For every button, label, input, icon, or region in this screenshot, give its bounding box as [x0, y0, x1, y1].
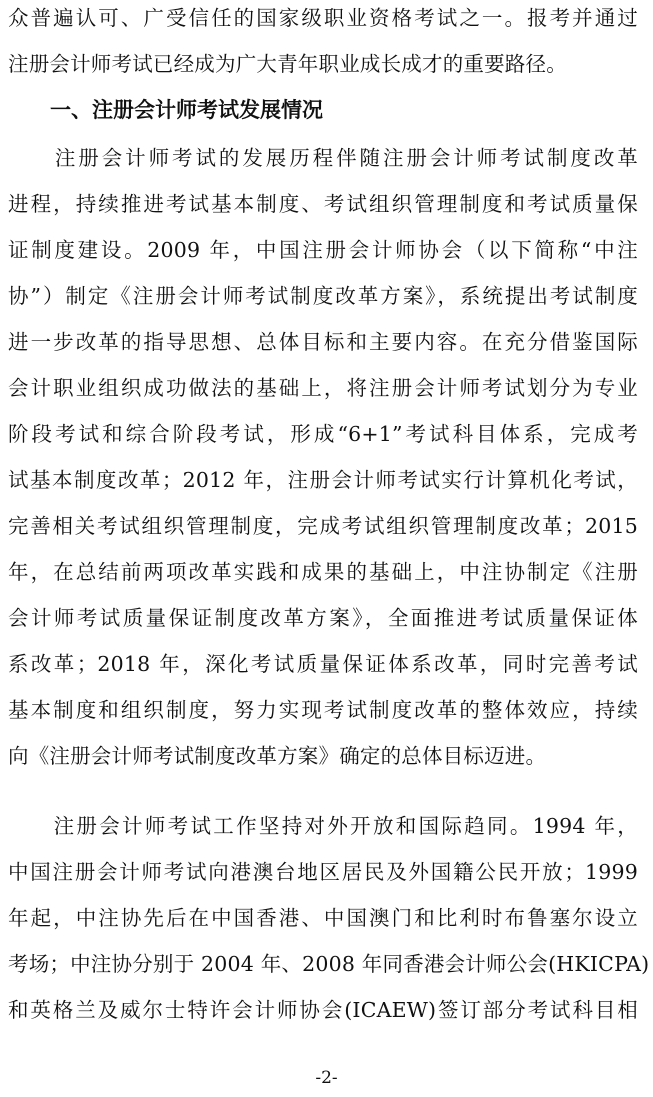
- intro-line-2: 注册会计师考试已经成为广大青年职业成长成才的重要路径。: [8, 52, 567, 76]
- paragraph1-line-6: 会计职业组织成功做法的基础上，将注册会计师考试划分为专业: [8, 376, 638, 400]
- intro-line-1: 众普遍认可、广受信任的国家级职业资格考试之一。报考并通过: [8, 6, 638, 30]
- paragraph1-line-7: 阶段考试和综合阶段考试，形成“6+1”考试科目体系，完成考: [8, 422, 638, 446]
- paragraph2-line-2: 中国注册会计师考试向港澳台地区居民及外国籍公民开放；1999: [8, 860, 638, 884]
- paragraph1-line-11: 会计师考试质量保证制度改革方案》，全面推进考试质量保证体: [8, 606, 638, 630]
- paragraph1-line-5: 进一步改革的指导思想、总体目标和主要内容。在充分借鉴国际: [8, 330, 638, 354]
- paragraph2-line-3: 年起，中注协先后在中国香港、中国澳门和比利时布鲁塞尔设立: [8, 906, 638, 930]
- paragraph1-line-14: 向《注册会计师考试制度改革方案》确定的总体目标迈进。: [8, 744, 547, 768]
- paragraph1-line-13: 基本制度和组织制度，努力实现考试制度改革的整体效应，持续: [8, 698, 638, 722]
- paragraph1-line-3: 证制度建设。2009 年，中国注册会计师协会（以下简称“中注: [8, 238, 638, 262]
- paragraph1-line-4: 协”）制定《注册会计师考试制度改革方案》，系统提出考试制度: [8, 284, 638, 308]
- paragraph1-line-9: 完善相关考试组织管理制度，完成考试组织管理制度改革；2015: [8, 514, 638, 538]
- paragraph1-line-10: 年，在总结前两项改革实践和成果的基础上，中注协制定《注册: [8, 560, 638, 584]
- paragraph2-line-4: 考场；中注协分别于 2004 年、2008 年同香港会计师公会(HKICPA): [8, 952, 650, 976]
- paragraph1-line-8: 试基本制度改革；2012 年，注册会计师考试实行计算机化考试，: [8, 468, 638, 492]
- paragraph1-line-1: 注册会计师考试的发展历程伴随注册会计师考试制度改革: [8, 146, 638, 170]
- paragraph2-line-1: 注册会计师考试工作坚持对外开放和国际趋同。1994 年，: [8, 814, 638, 838]
- paragraph2-line-5: 和英格兰及威尔士特许会计师协会(ICAEW)签订部分考试科目相: [8, 998, 638, 1022]
- page-number: -2-: [315, 1068, 338, 1088]
- paragraph1-line-2: 进程，持续推进考试基本制度、考试组织管理制度和考试质量保: [8, 192, 638, 216]
- section-heading: 一、注册会计师考试发展情况: [50, 98, 323, 122]
- paragraph1-line-12: 系改革；2018 年，深化考试质量保证体系改革，同时完善考试: [8, 652, 638, 676]
